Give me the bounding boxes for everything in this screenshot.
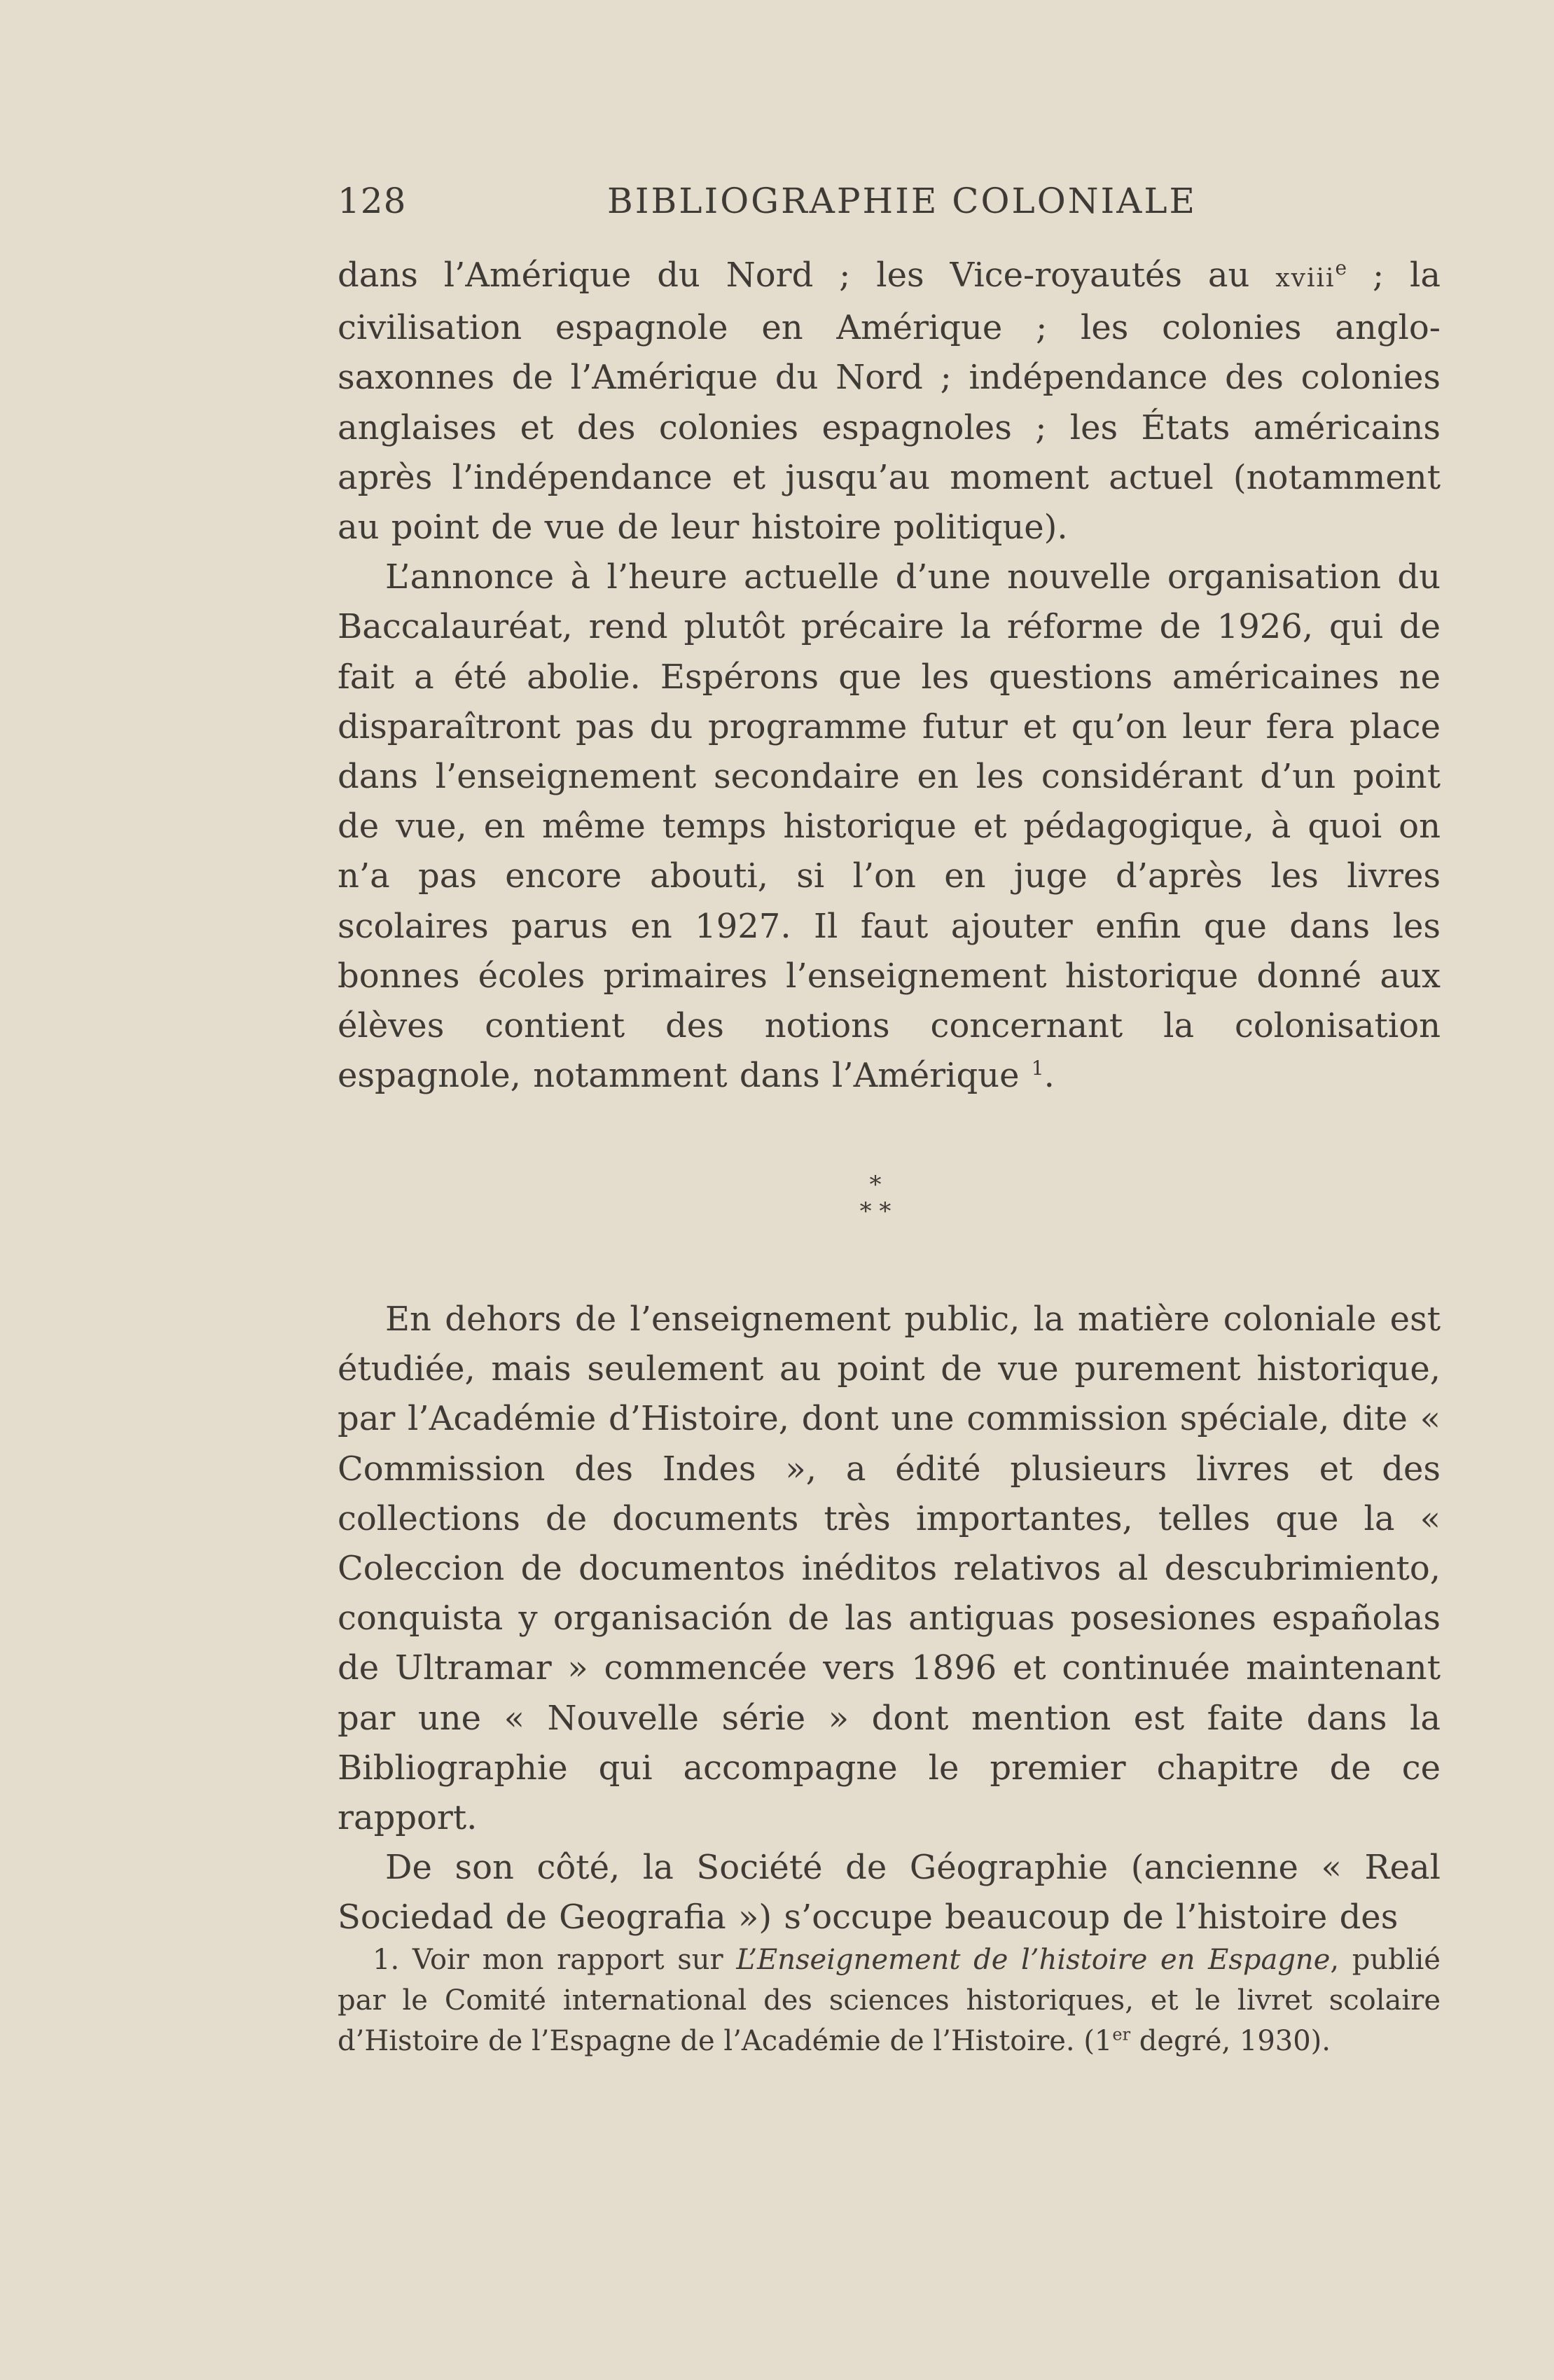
footnote — [338, 1940, 1441, 2061]
footnote-text: 1. Voir mon rapport sur L’Enseignement de l’histoire en Espagne, publié par le Comité international des sciences historiques, et le livret scolaire d’Histoire de l’Espagne de l’Académie de l’Histoire. (1er degré, 1930). — [338, 1944, 1441, 2057]
page-header — [338, 181, 1441, 230]
asterism-top: * — [869, 1171, 882, 1199]
footnote-reference: 1 — [1031, 1057, 1044, 1080]
body-text-section-2 — [338, 1295, 1441, 1943]
paragraph-continued: dans l’Amérique du Nord ; les Vice-royautés au xviii$^e$ ; la civilisation espagnole en Amérique ; les colonies anglo-saxonnes de l’Amérique du Nord ; indépendance des colonies anglaises et des colonies espagnoles ; les États américains après l’indépendance et jusqu’au moment actuel (notamment au point de vue de leur histoire politique). — [338, 256, 1441, 548]
paragraph-academie: En dehors de l’enseignement public, la matière coloniale est étudiée, mais seulement au point de vue purement historique, par l’Académie d’Histoire, dont une commission spéciale, dite « Commission des Indes », a édité plusieurs livres et des collections de documents très importantes, telles que la « Coleccion de documentos inéditos relativos al descubrimiento, conquista y organisación de las antiguas posesiones españolas de Ultramar » commencée vers 1896 et continuée maintenant par une « Nouvelle série » dont mention est faite dans la Bibliographie qui accompagne le premier chapitre de ce rapport. — [338, 1300, 1441, 1838]
paragraph-societe-geographie: De son côté, la Société de Géographie (ancienne « Real Sociedad de Geografia ») s’occupe beaucoup de l’histoire des — [338, 1848, 1441, 1937]
footnote-cited-title: L’Enseignement de l’histoire en Espagne — [736, 1944, 1331, 1976]
century-numeral: xviii — [1275, 264, 1336, 293]
running-title: BIBLIOGRAPHIE COLONIALE — [607, 181, 1198, 221]
paragraph-baccalaureat: L’annonce à l’heure actuelle d’une nouvelle organisation du Baccalauréat, rend plutôt précaire la réforme de 1926, qui de fait a été abolie. Espérons que les questions américaines ne disparaîtront pas du programme futur et qu’on leur fera place dans l’enseignement secondaire en les considérant d’un point de vue, en même temps historique et pédagogique, à quoi on n’a pas encore abouti, si l’on en juge d’après les livres scolaires parus en 1927. Il faut ajouter enfin que dans les bonnes écoles primaires l’enseignement historique donné aux élèves contient des notions concernant la colonisation espagnole, notamment dans l’Amérique $^1$. — [338, 557, 1441, 1096]
century-superscript: e — [1335, 256, 1347, 279]
page-number: 128 — [338, 181, 407, 221]
body-text-section-1 — [338, 251, 1441, 1101]
asterism-divider — [833, 1171, 917, 1241]
footnote-degree-superscript: er — [1112, 2024, 1131, 2045]
footnote-number: 1. — [373, 1944, 400, 1976]
asterism-bottom: * * — [859, 1197, 892, 1225]
